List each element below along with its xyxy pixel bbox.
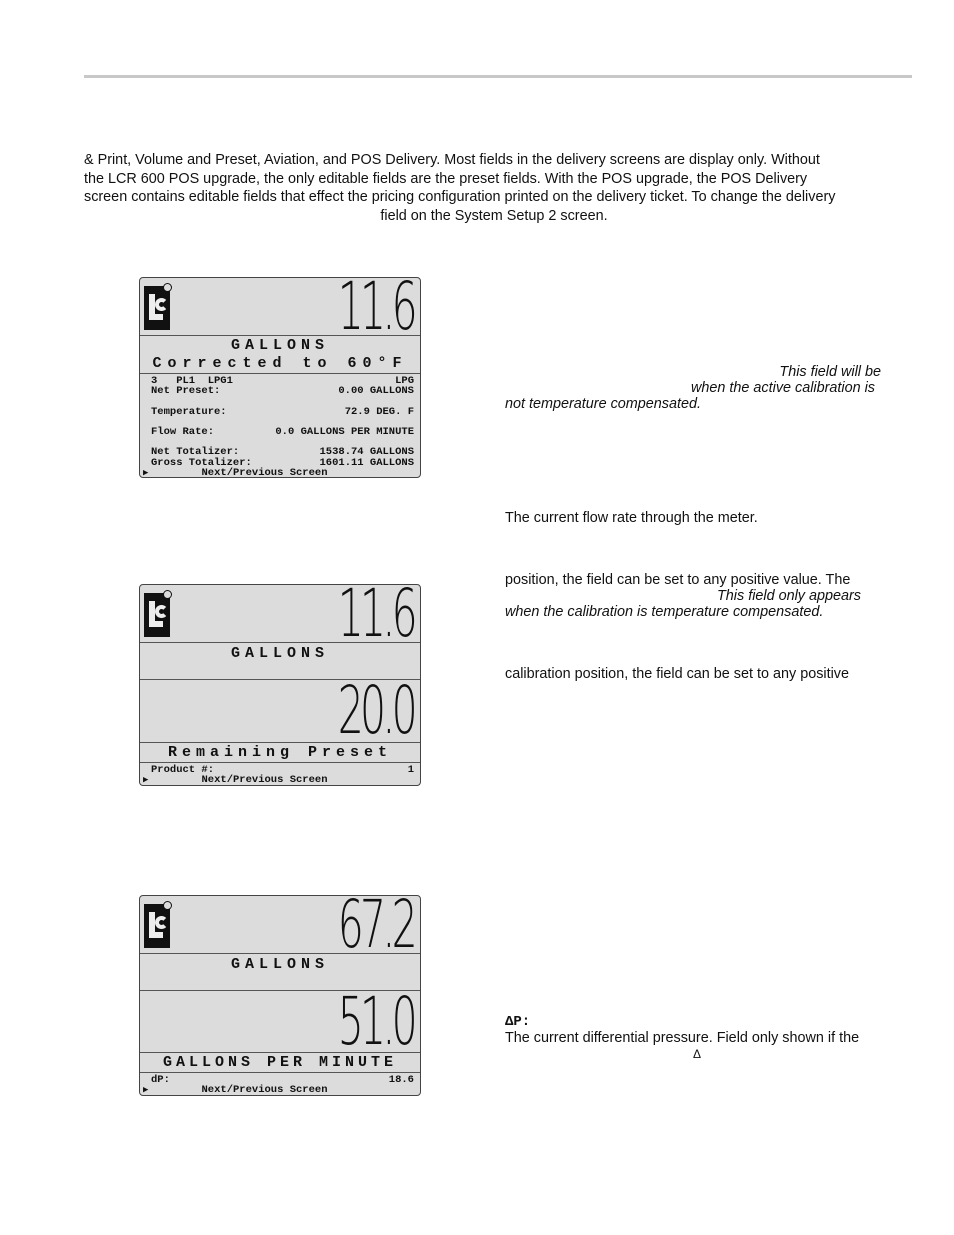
- lcd-rate-section: [140, 983, 420, 1060]
- lcd-top-section: [140, 584, 420, 652]
- next-previous-screen-button[interactable]: [140, 1085, 420, 1095]
- net-totalizer-value: 1538.74 GALLONS: [319, 446, 414, 459]
- temperature-label: Temperature:: [151, 405, 227, 418]
- product-name: LPG: [395, 375, 414, 387]
- flow-rate-value: 0.0 GALLONS PER MINUTE: [275, 426, 414, 439]
- gross-totalizer-label: Gross Totalizer:: [151, 456, 252, 469]
- remaining-preset-display: 20.0: [337, 672, 414, 749]
- lc-logo-icon: [144, 904, 170, 948]
- dp-description: The current differential pressure. Field only shown if the: [505, 1030, 860, 1046]
- preset-note: [505, 572, 885, 620]
- next-previous-screen-button[interactable]: [140, 775, 420, 785]
- preset-note-line-2: This field only appears: [717, 588, 861, 604]
- temp-note-line-3: not temperature compensated.: [505, 396, 701, 412]
- intro-paragraph: [84, 151, 904, 225]
- intro-line-1: & Print, Volume and Preset, Aviation, and POS Delivery. Most fields in the delivery screens are display only. Without: [84, 152, 820, 168]
- flow-rate-unit-label: GALLONS PER MINUTE: [162, 1054, 398, 1071]
- lcd-top-section: [140, 277, 420, 345]
- dp-heading: ΔP:: [505, 1014, 531, 1030]
- net-preset-value: 0.00 GALLONS: [338, 385, 414, 398]
- lcd-screen-corrected: [139, 277, 421, 478]
- nav-label: Next/Previous Screen: [201, 466, 328, 478]
- delta-symbol: Δ: [693, 1047, 702, 1061]
- remaining-preset-label: Remaining Preset: [167, 744, 393, 761]
- nav-label: Next/Previous Screen: [201, 774, 328, 786]
- flow-rate-note: [505, 510, 758, 526]
- triangle-right-icon: ▶: [143, 775, 149, 786]
- calibration-info: 3 PL1 LPG1: [151, 375, 233, 387]
- lcd-screen-preset: [139, 584, 421, 786]
- dp-label: dP:: [151, 1074, 170, 1086]
- triangle-right-icon: ▶: [143, 467, 149, 478]
- unit-label: GALLONS: [230, 645, 329, 662]
- lcd-footer-section: [140, 1073, 420, 1095]
- lcd-footer-section: [140, 763, 420, 785]
- temp-note-line-1: This field will be: [779, 364, 881, 380]
- lcd-details-section: [140, 374, 420, 478]
- intro-line-2: the LCR 600 POS upgrade, the only editable fields are the preset fields. With the POS upgrade, the POS Delivery: [84, 170, 808, 187]
- volume-display: 11.6: [337, 277, 414, 345]
- detail-row: [140, 407, 420, 417]
- triangle-right-icon: ▶: [143, 1085, 149, 1096]
- unit-label: GALLONS: [230, 337, 329, 354]
- header-rule: [84, 75, 912, 78]
- net-totalizer-label: Net Totalizer:: [151, 446, 240, 459]
- next-previous-screen-button[interactable]: [140, 468, 420, 478]
- lcd-preset-section: [140, 672, 420, 749]
- flow-rate-label: Flow Rate:: [151, 426, 215, 439]
- nav-label: Next/Previous Screen: [201, 1084, 328, 1096]
- lcd-screen-flow: [139, 895, 421, 1096]
- lcd-preset-label-section: [140, 743, 420, 763]
- product-number-label: Product #:: [151, 764, 215, 776]
- product-number-value: 1: [407, 764, 414, 776]
- lc-logo-icon: [144, 593, 170, 637]
- volume-display: 11.6: [337, 584, 414, 652]
- lcd-rate-label-section: [140, 1053, 420, 1073]
- dp-value: 18.6: [388, 1074, 414, 1086]
- dp-note: [505, 1014, 895, 1062]
- intro-line-3: screen contains editable fields that effect the pricing configuration printed on the delivery ticket. To change the delivery: [84, 189, 836, 206]
- temperature-value: 72.9 DEG. F: [344, 405, 414, 418]
- corrected-label: Corrected to 60°F: [152, 355, 408, 372]
- unit-label: GALLONS: [230, 956, 329, 973]
- lcd-top-section: [140, 895, 420, 963]
- detail-row: [140, 427, 420, 437]
- volume-display: 67.2: [337, 895, 414, 963]
- lc-logo-icon: [144, 286, 170, 330]
- net-preset-label: Net Preset:: [151, 385, 221, 398]
- gross-preset-note: [505, 666, 849, 682]
- gross-totalizer-value: 1601.11 GALLONS: [319, 456, 414, 469]
- preset-note-line-3: when the calibration is temperature compensated.: [505, 604, 824, 620]
- preset-note-line-1: position, the field can be set to any positive value. The: [505, 572, 851, 588]
- temp-note-line-2: when the active calibration is: [691, 380, 875, 396]
- flow-rate-description: The current flow rate through the meter.: [505, 510, 758, 526]
- gross-preset-description: calibration position, the field can be set to any positive: [505, 666, 849, 682]
- detail-row: [140, 386, 420, 396]
- temperature-note: [505, 364, 885, 412]
- intro-line-4: field on the System Setup 2 screen.: [380, 207, 608, 224]
- lcd-unit-section: [140, 336, 420, 374]
- flow-rate-display: 51.0: [337, 983, 414, 1060]
